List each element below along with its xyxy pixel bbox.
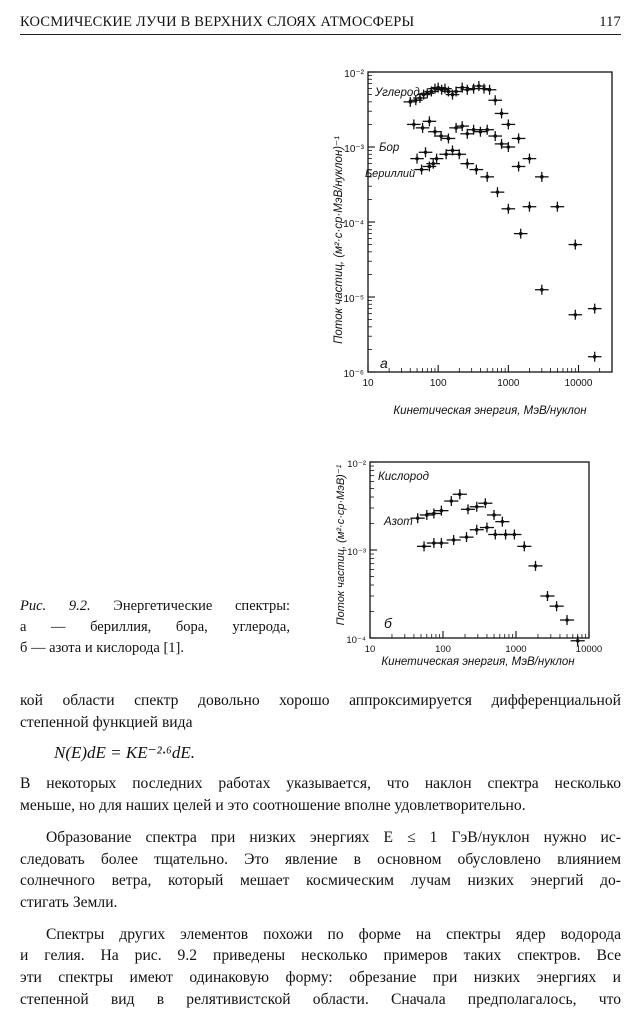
- data-point-Углерод: [512, 133, 526, 143]
- text-line: степенной вид в релятивистской области. Сначала предполагалось, что: [20, 990, 621, 1008]
- data-point-Углерод: [488, 95, 502, 105]
- body-text: [20, 690, 621, 1010]
- y-tick-label: 10⁻⁴: [346, 635, 366, 646]
- data-point-Бор: [569, 310, 583, 320]
- chart-a-panel-label: а: [380, 355, 388, 371]
- data-point-Углерод: [588, 304, 602, 314]
- data-point-Бор: [523, 202, 537, 212]
- x-tick-label: 10: [364, 644, 376, 655]
- header-title: КОСМИЧЕСКИЕ ЛУЧИ В ВЕРХНИХ СЛОЯХ АТМОСФЕРЫ: [20, 14, 415, 30]
- data-point-Бор: [488, 131, 502, 141]
- y-tick-label: 10⁻⁵: [343, 294, 364, 305]
- data-point-Бериллий: [480, 172, 494, 182]
- x-tick-label: 100: [429, 378, 447, 389]
- data-point-Бор: [535, 285, 549, 295]
- data-point-Углерод: [495, 108, 509, 118]
- data-point-Бериллий: [430, 154, 444, 164]
- data-point-Углерод: [569, 240, 583, 250]
- text-line: Спектры других элементов похожи по форме на спектры ядер водорода: [46, 925, 621, 943]
- text-line: меньше, но для наших целей и это соотношение вполне удовлетворительно.: [20, 797, 526, 815]
- caption-fig-ref: Рис. 9.2.: [20, 598, 91, 614]
- data-point-Бор: [449, 123, 463, 133]
- y-tick-label: 10⁻²: [344, 69, 364, 80]
- figure-caption: [20, 596, 290, 659]
- y-tick-label: 10⁻⁴: [343, 219, 364, 230]
- data-point-Бор: [423, 116, 437, 126]
- data-point-Бор: [480, 125, 494, 135]
- chart-a-ticks: [343, 69, 612, 389]
- data-point-Бериллий: [419, 147, 433, 157]
- chart-b-series-label-oxygen: Кислород: [378, 471, 429, 483]
- data-point-Бериллий: [410, 154, 424, 164]
- y-tick-label: 10⁻³: [347, 547, 366, 558]
- x-tick-label: 1000: [505, 644, 527, 655]
- data-point-Бериллий: [460, 159, 474, 169]
- caption-line-1: Рис. 9.2. Энергетические спектры:: [20, 598, 291, 614]
- chart-a-xlabel: Кинетическая энергия, МэВ/нуклон: [393, 405, 587, 417]
- data-point-Бор: [474, 127, 488, 137]
- text-line: степенной функцией вида: [20, 713, 193, 731]
- data-point-Бериллий: [514, 229, 528, 239]
- chart-a-points: [403, 81, 601, 362]
- data-point-Углерод: [551, 202, 565, 212]
- data-point-Бор: [442, 133, 456, 143]
- x-tick-label: 1000: [497, 378, 520, 389]
- x-tick-label: 100: [435, 644, 451, 655]
- x-tick-label: 10: [362, 378, 374, 389]
- caption-line-2: а — бериллия, бора, углерода,: [20, 619, 290, 635]
- data-point-Бор: [512, 161, 526, 171]
- caption-line-3: б — азота и кислорода [1].: [20, 640, 185, 656]
- x-tick-label: 10000: [564, 378, 593, 389]
- text-line: В некоторых последних работах указывается, что наклон спектра несколько: [20, 775, 621, 793]
- chart-a-series-label-carbon: Углерод: [375, 87, 420, 99]
- text-line: следовать более тщательно. Это явление в основном обусловлено влиянием: [20, 850, 621, 868]
- data-point-Углерод: [523, 154, 537, 164]
- chart-b-series-label-nitrogen: Азот: [384, 516, 413, 528]
- data-point-Бериллий: [502, 204, 516, 214]
- y-tick-label: 10⁻²: [347, 459, 366, 470]
- page-number: 117: [599, 14, 621, 30]
- x-tick-label: 10000: [575, 644, 603, 655]
- data-point-Углерод: [502, 119, 516, 129]
- chart-a-series-label-beryllium: Бериллий: [365, 168, 416, 180]
- text-line: и гелия. На рис. 9.2 приведены несколько примеров таких спектров. Все: [20, 947, 621, 965]
- data-point-Бериллий: [588, 352, 602, 362]
- chart-a-series-label-boron: Бор: [379, 142, 400, 154]
- text-line: Образование спектра при низких энергиях E ≤ 1 ГэВ/нуклон нужно ис-: [46, 828, 621, 846]
- text-line: солнечного ветра, который мешает космическим лучам низких энергий до-: [20, 872, 621, 890]
- data-point-Углерод: [421, 88, 435, 98]
- formula: N(E)dE = KE⁻²·⁶dE.: [54, 743, 195, 763]
- chart-b-panel-label: б: [384, 615, 392, 631]
- data-point-Углерод: [535, 172, 549, 182]
- data-point-Бериллий: [491, 187, 505, 197]
- chart-b-ylabel: Поток частиц, (м²·с·ср·МэВ)⁻¹: [335, 464, 347, 626]
- y-tick-label: 10⁻⁶: [343, 369, 364, 380]
- chart-a-ylabel: Поток частиц, (м²·с·ср·МэВ/нуклон)⁻¹: [333, 136, 345, 344]
- text-line: эти спектры имеют одинаковую форму: обрезание при низких энергиях и: [20, 969, 621, 987]
- text-line: кой области спектр довольно хорошо аппроксимируется дифференциальной: [20, 692, 621, 709]
- text-line: стигать Земли.: [20, 893, 118, 911]
- chart-a-frame: [368, 72, 612, 372]
- y-tick-label: 10⁻³: [344, 144, 364, 155]
- data-point-Бериллий: [470, 165, 484, 175]
- chart-b-xlabel: Кинетическая энергия, МэВ/нуклон: [381, 656, 575, 668]
